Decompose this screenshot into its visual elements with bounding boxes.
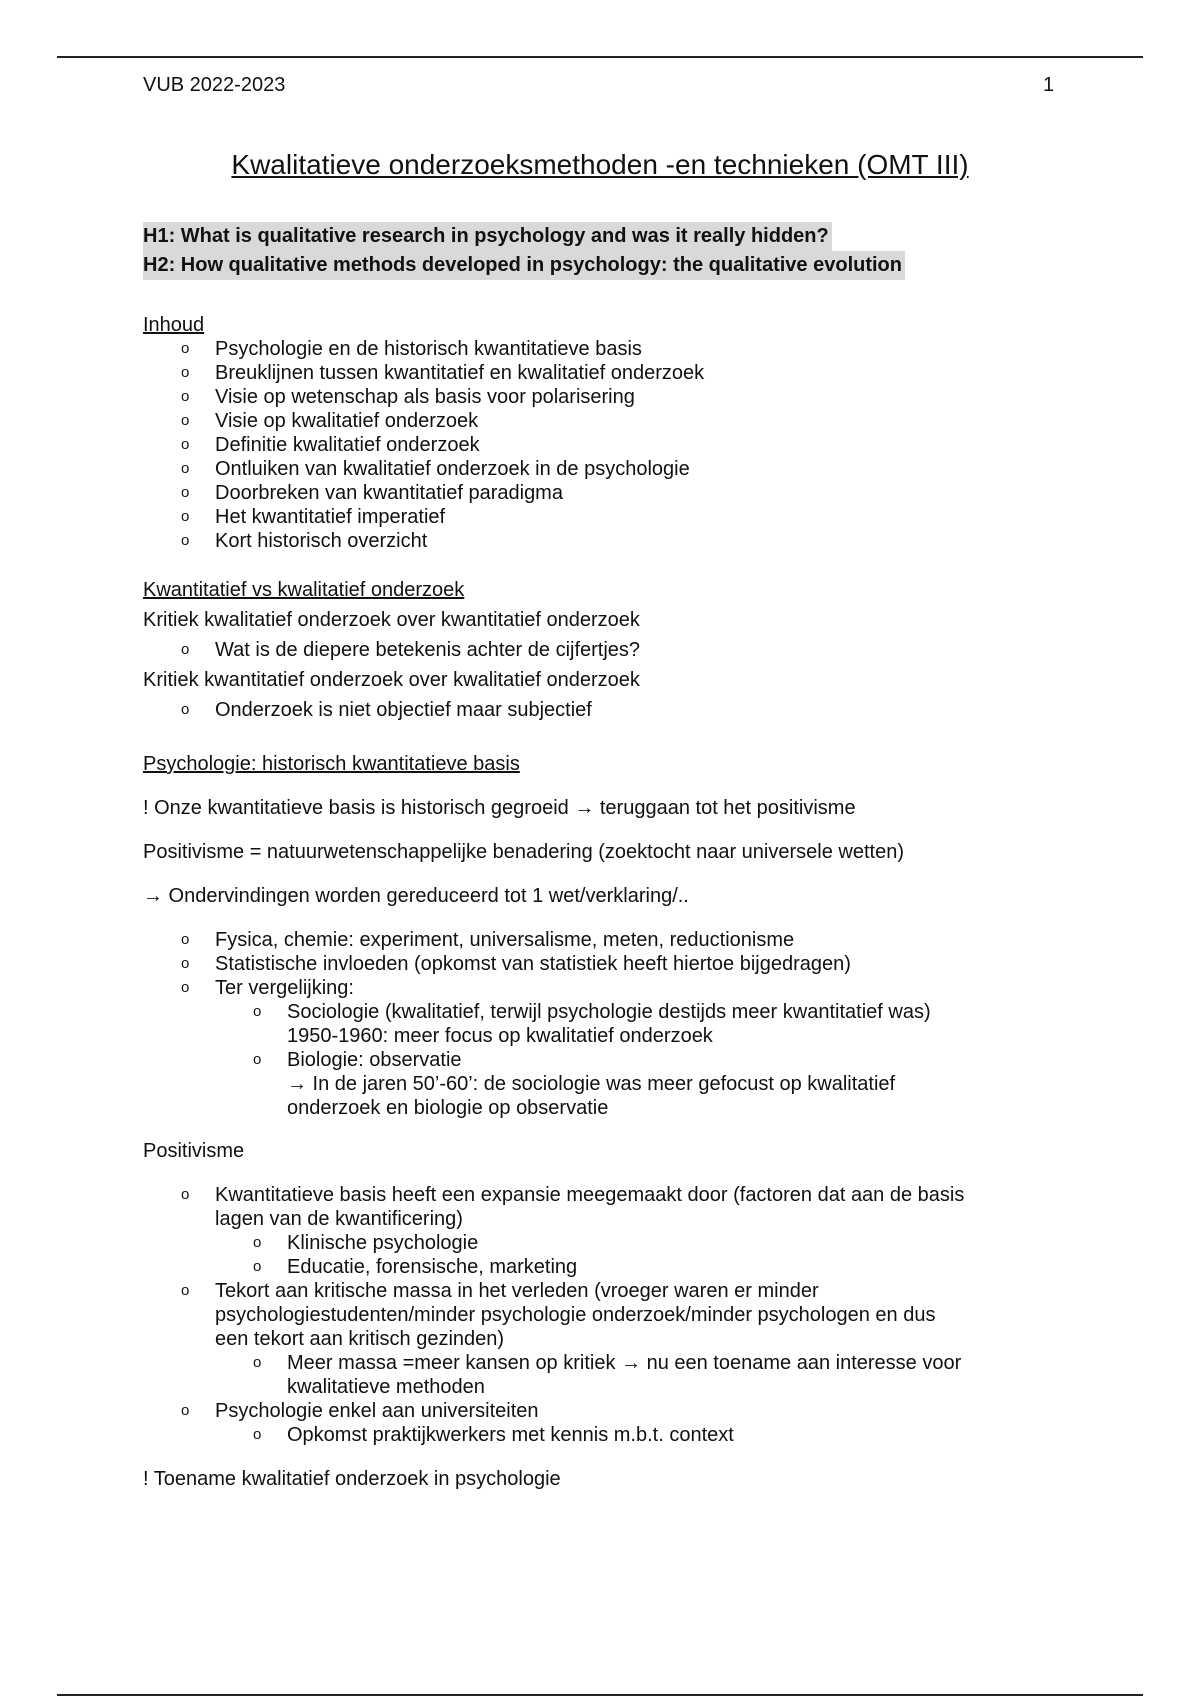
section-positivisme [143, 1139, 964, 1491]
list-item: o Psychologie enkel aan universiteiten [181, 1400, 539, 1422]
section-vs [143, 578, 640, 722]
chapter-headings [143, 222, 905, 280]
paragraph: → Ondervindingen worden gereduceerd tot 1 wet/verklaring/.. [143, 885, 689, 907]
paragraph: Kritiek kwalitatief onderzoek over kwantitatief onderzoek [143, 609, 640, 631]
bullet-icon: o [181, 979, 190, 996]
list-item: o Ontluiken van kwalitatief onderzoek in de psychologie [181, 458, 690, 480]
bullet-icon: o [181, 508, 190, 525]
bullet-icon: o [181, 412, 190, 429]
list-item: o Psychologie en de historisch kwantitatieve basis [181, 338, 642, 360]
bottom-rule [57, 1694, 1143, 1696]
list-item: o Doorbreken van kwantitatief paradigma [181, 482, 563, 504]
section-heading: Kwantitatief vs kwalitatief onderzoek [143, 579, 465, 601]
list-item: o Wat is de diepere betekenis achter de cijfertjes? [181, 639, 641, 661]
list-item: o Educatie, forensische, marketing [253, 1256, 578, 1278]
list-item: o Ter vergelijking: [181, 977, 354, 999]
list-item: o Het kwantitatief imperatief [181, 506, 446, 528]
list-item: o Klinische psychologie [253, 1232, 479, 1254]
chapter-h1: H1: What is qualitative research in psychology and was it really hidden? [143, 222, 832, 251]
bullet-icon: o [253, 1051, 262, 1068]
inhoud-list [143, 337, 704, 553]
bullet-icon: o [181, 340, 190, 357]
bullet-icon: o [253, 1426, 262, 1443]
list-item: o Kwantitatieve basis heeft een expansie meegemaakt door (factoren dat aan de basis lagen van de kwantificering) [181, 1184, 965, 1230]
bullet-icon: o [181, 701, 190, 718]
list-item: o Tekort aan kritische massa in het verleden (vroeger waren er minder psychologiestudenten/minder psychologie onderzoek/minder psychologen en dus een tekort aan kritisch gezinden) [181, 1280, 936, 1350]
bullet-icon: o [181, 436, 190, 453]
bullet-icon: o [181, 388, 190, 405]
list-item: o Onderzoek is niet objectief maar subjectief [181, 699, 592, 721]
list-item: o Kort historisch overzicht [181, 530, 428, 552]
list-item: o Statistische invloeden (opkomst van statistiek heeft hiertoe bijgedragen) [181, 953, 851, 975]
section-heading: Positivisme [143, 1140, 245, 1162]
bullet-icon: o [181, 1282, 190, 1299]
bullet-icon: o [181, 484, 190, 501]
section-heading: Psychologie: historisch kwantitatieve basis [143, 753, 520, 775]
section-inhoud [143, 313, 704, 553]
list-item: o Definitie kwalitatief onderzoek [181, 434, 480, 456]
list-item: o Visie op kwalitatief onderzoek [181, 410, 479, 432]
list-item: o Meer massa =meer kansen op kritiek → nu een toename aan interesse voor kwalitatieve methoden [253, 1352, 962, 1398]
list-item: o Fysica, chemie: experiment, universalisme, meten, reductionisme [181, 929, 795, 951]
bullet-icon: o [253, 1258, 262, 1275]
paragraph: Positivisme = natuurwetenschappelijke benadering (zoektocht naar universele wetten) [143, 841, 904, 863]
bullet-icon: o [181, 1186, 190, 1203]
bullet-icon: o [181, 641, 190, 658]
list-item: o Opkomst praktijkwerkers met kennis m.b.t. context [253, 1424, 734, 1446]
section-basis [143, 752, 931, 1120]
bullet-icon: o [181, 955, 190, 972]
header-year: VUB 2022-2023 [143, 74, 286, 96]
list-item: o Sociologie (kwalitatief, terwijl psychologie destijds meer kwantitatief was) 1950-1960: meer focus op kwalitatief onderzoek [253, 1001, 931, 1047]
bullet-icon: o [253, 1234, 262, 1251]
bullet-icon: o [181, 460, 190, 477]
list-item: o Visie op wetenschap als basis voor polarisering [181, 386, 635, 408]
bullet-icon: o [181, 931, 190, 948]
bullet-icon: o [181, 532, 190, 549]
page-number: 1 [1043, 74, 1055, 96]
paragraph: ! Toename kwalitatief onderzoek in psychologie [143, 1468, 561, 1490]
section-heading: Inhoud [143, 314, 205, 336]
paragraph: Kritiek kwantitatief onderzoek over kwalitatief onderzoek [143, 669, 640, 691]
page-title: Kwalitatieve onderzoeksmethoden -en technieken (OMT III) [231, 149, 969, 180]
bullet-icon: o [181, 1402, 190, 1419]
bullet-icon: o [253, 1354, 262, 1371]
list-item: o Biologie: observatie → In de jaren 50’-60’: de sociologie was meer gefocust op kwalitatief onderzoek en biologie op observatie [253, 1049, 896, 1119]
chapter-h2: H2: How qualitative methods developed in psychology: the qualitative evolution [143, 251, 905, 280]
top-rule [57, 56, 1143, 58]
list-item: o Breuklijnen tussen kwantitatief en kwalitatief onderzoek [181, 362, 705, 384]
paragraph: ! Onze kwantitatieve basis is historisch gegroeid → teruggaan tot het positivisme [143, 797, 856, 819]
bullet-icon: o [181, 364, 190, 381]
bullet-icon: o [253, 1003, 262, 1020]
